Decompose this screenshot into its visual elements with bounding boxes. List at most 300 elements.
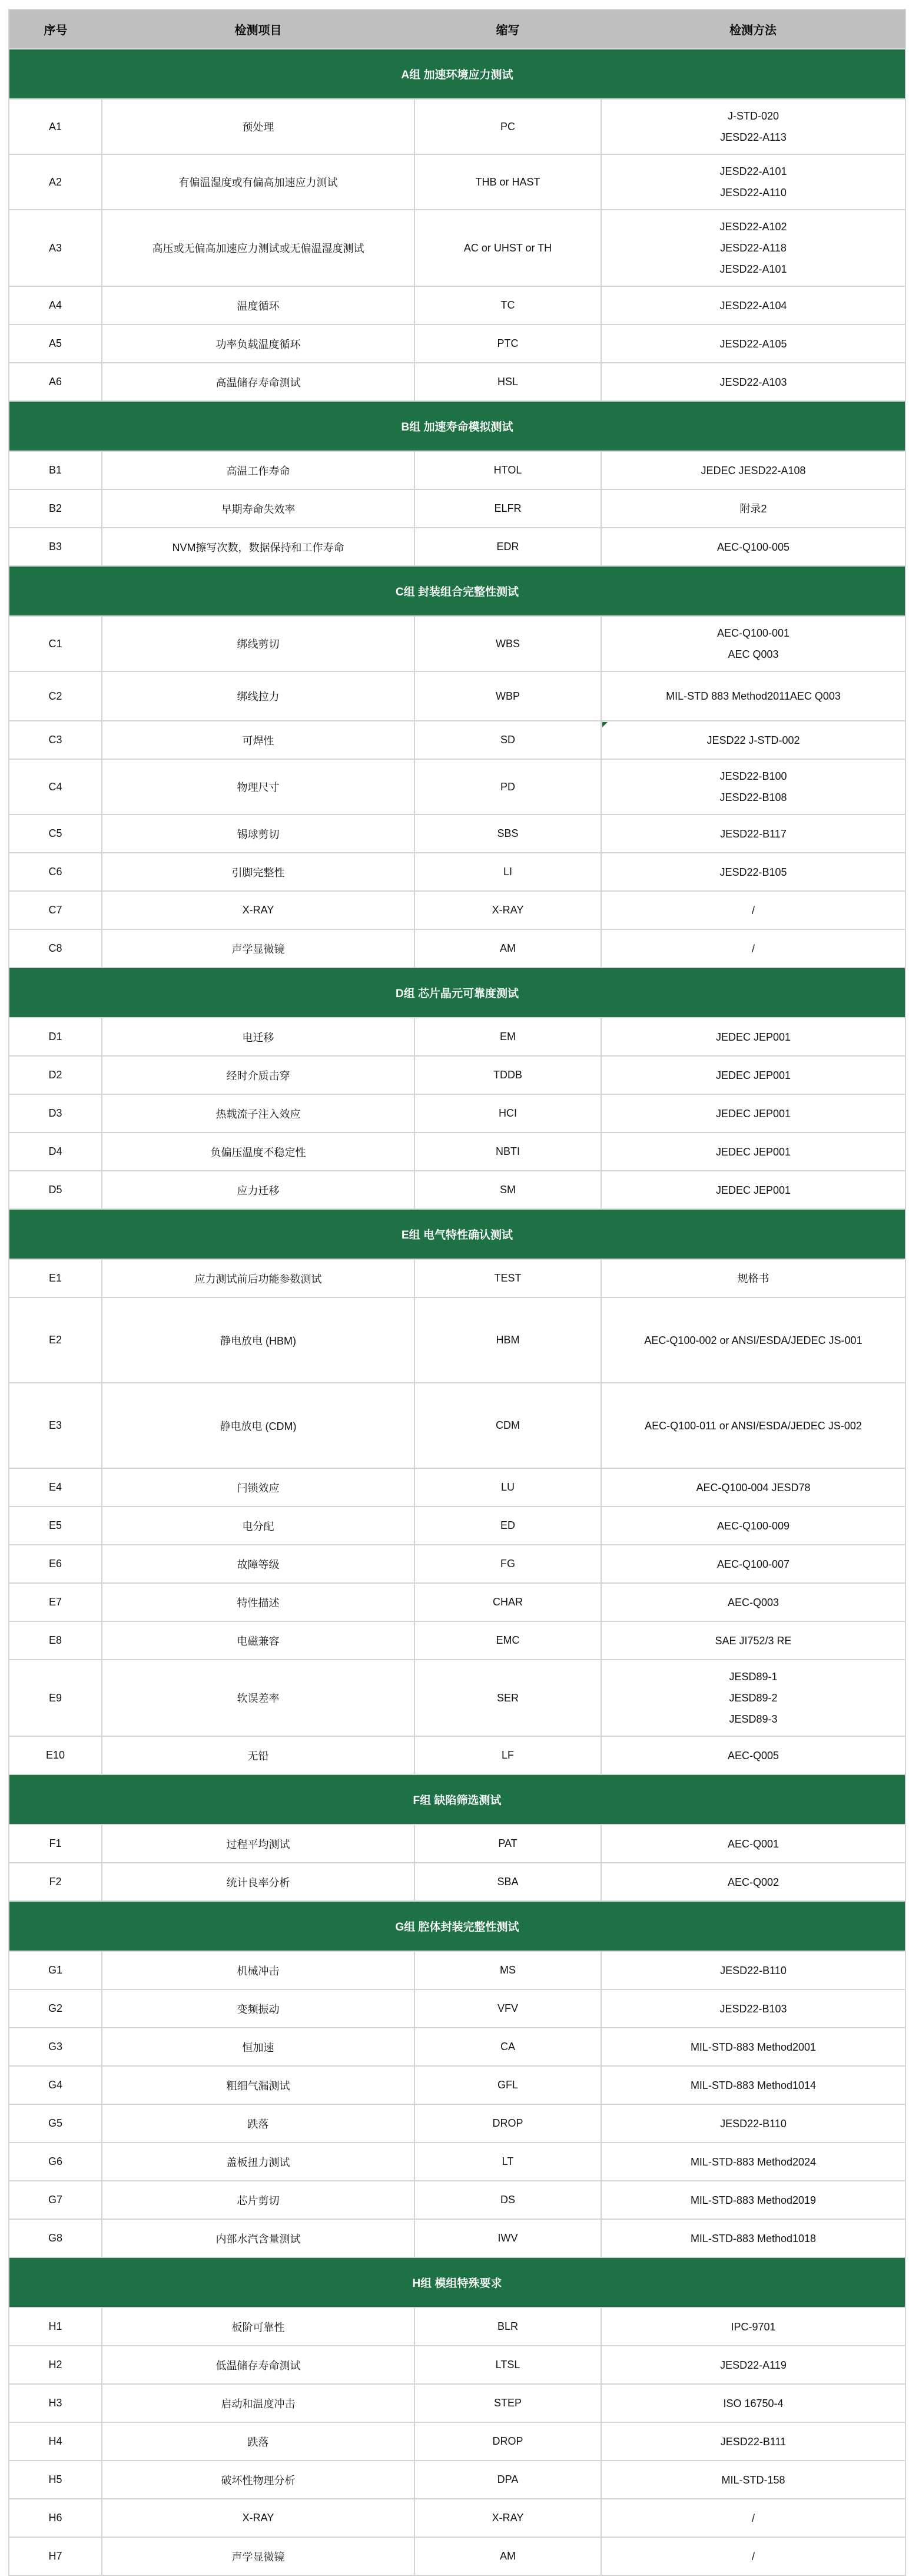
method-line: AEC-Q100-005	[716, 541, 790, 553]
cell-abbr: HTOL	[414, 451, 601, 489]
cell-serial: G4	[9, 2066, 102, 2104]
cell-abbr: AM	[414, 2537, 601, 2575]
cell-item: 经时介质击穿	[102, 1056, 414, 1094]
cell-abbr: CHAR	[414, 1583, 601, 1621]
method-line: JEDEC JEP001	[715, 1184, 791, 1196]
cell-serial: A3	[9, 210, 102, 286]
cell-serial: C3	[9, 721, 102, 759]
cell-abbr: PTC	[414, 325, 601, 363]
method-line: JESD22-A101	[719, 165, 787, 177]
method-line: AEC-Q100-007	[716, 1558, 790, 1570]
cell-serial: A4	[9, 286, 102, 325]
cell-serial: H7	[9, 2537, 102, 2575]
method-line: JESD22-B108	[719, 792, 787, 803]
table-row	[9, 1297, 905, 1383]
method-line: MIL-STD-883 Method2001	[690, 2041, 817, 2053]
cell-serial: E10	[9, 1736, 102, 1774]
cell-method	[601, 489, 905, 528]
cell-abbr: HBM	[414, 1297, 601, 1383]
cell-abbr: CDM	[414, 1383, 601, 1468]
cell-serial: G6	[9, 2143, 102, 2181]
table-row	[9, 451, 905, 489]
group-title: D组 芯片晶元可靠度测试	[9, 968, 905, 1018]
cell-method	[601, 1383, 905, 1468]
cell-method	[601, 1825, 905, 1863]
cell-method	[601, 1056, 905, 1094]
cell-abbr: X-RAY	[414, 891, 601, 929]
cell-abbr: GFL	[414, 2066, 601, 2104]
cell-item: 负偏压温度不稳定性	[102, 1133, 414, 1171]
cell-abbr: PD	[414, 759, 601, 814]
table-row	[9, 2104, 905, 2143]
group-title: G组 腔体封装完整性测试	[9, 1901, 905, 1951]
table-row	[9, 489, 905, 528]
method-line: /	[751, 2512, 755, 2524]
table-row	[9, 2499, 905, 2537]
cell-item: 物理尺寸	[102, 759, 414, 814]
cell-abbr: BLR	[414, 2307, 601, 2346]
cell-item: 内部水汽含量测试	[102, 2219, 414, 2257]
cell-serial: H5	[9, 2461, 102, 2499]
cell-serial: G7	[9, 2181, 102, 2219]
method-line: AEC-Q100-009	[716, 1519, 790, 1532]
cell-serial: C6	[9, 853, 102, 891]
table-row	[9, 286, 905, 325]
cell-abbr: PC	[414, 99, 601, 154]
group-header-row	[9, 2257, 905, 2307]
method-line: JESD22-A103	[719, 376, 787, 388]
cell-abbr: LT	[414, 2143, 601, 2181]
cell-abbr: VFV	[414, 1989, 601, 2028]
cell-method	[601, 1660, 905, 1736]
cell-method	[601, 2422, 905, 2461]
cell-abbr: SBS	[414, 814, 601, 853]
cell-item: 电磁兼容	[102, 1621, 414, 1660]
method-line: AEC-Q002	[727, 1876, 779, 1888]
cell-item: 破坏性物理分析	[102, 2461, 414, 2499]
cell-item: 声学显微镜	[102, 929, 414, 968]
cell-method	[601, 1583, 905, 1621]
cell-item: 低温储存寿命测试	[102, 2346, 414, 2384]
cell-serial: F2	[9, 1863, 102, 1901]
method-line: JESD22-B103	[719, 2002, 787, 2015]
cell-method	[601, 286, 905, 325]
table-row	[9, 929, 905, 968]
method-line: J-STD-020	[727, 110, 779, 122]
table-header-row	[9, 9, 905, 49]
table-row	[9, 1660, 905, 1736]
cell-item: 功率负载温度循环	[102, 325, 414, 363]
table-row	[9, 154, 905, 210]
cell-method	[601, 853, 905, 891]
cell-item: X-RAY	[102, 2499, 414, 2537]
method-line: JESD22 J-STD-002	[706, 734, 800, 746]
method-line: JESD22-B110	[720, 2117, 787, 2130]
cell-method	[601, 1468, 905, 1506]
cell-serial: E4	[9, 1468, 102, 1506]
table-row	[9, 891, 905, 929]
cell-abbr: ED	[414, 1506, 601, 1545]
cell-serial: D4	[9, 1133, 102, 1171]
cell-serial: A6	[9, 363, 102, 401]
cell-abbr: LF	[414, 1736, 601, 1774]
method-line: JESD22-A105	[719, 337, 787, 350]
method-line: JESD89-1	[729, 1671, 778, 1683]
cell-method	[601, 1297, 905, 1383]
cell-serial: C4	[9, 759, 102, 814]
method-line: 附录2	[739, 502, 767, 515]
cell-abbr: WBS	[414, 616, 601, 671]
cell-method	[601, 1863, 905, 1901]
cell-serial: D1	[9, 1018, 102, 1056]
cell-method	[601, 1545, 905, 1583]
method-line: IPC-9701	[731, 2320, 776, 2333]
method-line: JESD22-B110	[720, 1964, 787, 1976]
cell-serial: G1	[9, 1951, 102, 1989]
test-methods-table	[8, 9, 906, 2576]
cell-method	[601, 1018, 905, 1056]
cell-item: 跌落	[102, 2104, 414, 2143]
table-row	[9, 1133, 905, 1171]
table-row	[9, 721, 905, 759]
cell-method	[601, 2307, 905, 2346]
method-line: 规格书	[737, 1272, 769, 1284]
method-line: AEC-Q100-011 or ANSI/ESDA/JEDEC JS-002	[645, 1419, 862, 1432]
cell-method	[601, 325, 905, 363]
cell-item: 跌落	[102, 2422, 414, 2461]
cell-method	[601, 814, 905, 853]
method-line: JESD22-B117	[720, 827, 787, 840]
cell-serial: A5	[9, 325, 102, 363]
cell-abbr: THB or HAST	[414, 154, 601, 210]
cell-item: 可焊性	[102, 721, 414, 759]
cell-item: 早期寿命失效率	[102, 489, 414, 528]
table-row	[9, 1094, 905, 1133]
method-line: JEDEC JEP001	[715, 1107, 791, 1120]
method-line: JESD22-B100	[719, 770, 787, 782]
method-line: ISO 16750-4	[723, 2397, 784, 2409]
method-line: JESD22-A113	[720, 131, 787, 143]
cell-abbr: EDR	[414, 528, 601, 566]
cell-method	[601, 1951, 905, 1989]
cell-abbr: ELFR	[414, 489, 601, 528]
cell-serial: H6	[9, 2499, 102, 2537]
cell-abbr: DS	[414, 2181, 601, 2219]
group-title: C组 封装组合完整性测试	[9, 566, 905, 616]
method-line: JEDEC JEP001	[715, 1031, 791, 1043]
cell-serial: E5	[9, 1506, 102, 1545]
column-header-serial: 序号	[9, 9, 102, 49]
method-line: JESD22-A104	[719, 299, 787, 312]
cell-item: 变频振动	[102, 1989, 414, 2028]
table-row	[9, 1989, 905, 2028]
cell-item: NVM擦写次数，数据保持和工作寿命	[102, 528, 414, 566]
method-line: SAE JI752/3 RE	[715, 1634, 792, 1647]
group-header-row	[9, 401, 905, 451]
cell-method	[601, 759, 905, 814]
cell-item: 有偏温湿度或有偏高加速应力测试	[102, 154, 414, 210]
method-line: AEC Q003	[728, 648, 779, 660]
cell-item: 盖板扭力测试	[102, 2143, 414, 2181]
cell-method	[601, 2219, 905, 2257]
group-title: F组 缺陷筛选测试	[9, 1774, 905, 1825]
cell-method	[601, 721, 905, 759]
group-title: A组 加速环境应力测试	[9, 49, 905, 99]
cell-abbr: WBP	[414, 671, 601, 721]
cell-item: 应力迁移	[102, 1171, 414, 1209]
cell-item: 恒加速	[102, 2028, 414, 2066]
method-line: /	[751, 2550, 755, 2562]
table-row	[9, 814, 905, 853]
cell-item: 软误差率	[102, 1660, 414, 1736]
cell-abbr: X-RAY	[414, 2499, 601, 2537]
cell-item: 绑线拉力	[102, 671, 414, 721]
method-line: JESD89-2	[729, 1692, 778, 1704]
cell-abbr: EMC	[414, 1621, 601, 1660]
method-line: MIL-STD-883 Method1014	[690, 2079, 817, 2091]
method-line: JESD22-A118	[720, 242, 787, 254]
method-line: MIL-STD-883 Method1018	[690, 2232, 817, 2244]
group-title: H组 模组特殊要求	[9, 2257, 905, 2307]
cell-serial: E3	[9, 1383, 102, 1468]
table-row	[9, 2066, 905, 2104]
cell-abbr: SD	[414, 721, 601, 759]
table-row	[9, 2307, 905, 2346]
cell-serial: E2	[9, 1297, 102, 1383]
group-header-row	[9, 49, 905, 99]
cell-method	[601, 363, 905, 401]
cell-method	[601, 2028, 905, 2066]
group-header-row	[9, 1774, 905, 1825]
table-row	[9, 1545, 905, 1583]
method-line: MIL-STD-883 Method2024	[690, 2156, 817, 2168]
method-line: JESD22-A110	[720, 187, 787, 198]
cell-item: 静电放电 (CDM)	[102, 1383, 414, 1468]
cell-abbr: AC or UHST or TH	[414, 210, 601, 286]
cell-serial: C2	[9, 671, 102, 721]
cell-abbr: CA	[414, 2028, 601, 2066]
method-line: JESD22-B111	[720, 2435, 787, 2448]
method-line: AEC-Q001	[727, 1837, 779, 1850]
cell-method	[601, 1621, 905, 1660]
cell-item: 声学显微镜	[102, 2537, 414, 2575]
table-row	[9, 1259, 905, 1297]
cell-item: 板阶可靠性	[102, 2307, 414, 2346]
table-row	[9, 2181, 905, 2219]
table-row	[9, 1825, 905, 1863]
cell-serial: B2	[9, 489, 102, 528]
cell-item: 锡球剪切	[102, 814, 414, 853]
cell-item: 预处理	[102, 99, 414, 154]
cell-serial: E1	[9, 1259, 102, 1297]
cell-serial: G2	[9, 1989, 102, 2028]
cell-item: 电分配	[102, 1506, 414, 1545]
cell-method	[601, 451, 905, 489]
table-row	[9, 99, 905, 154]
cell-item: 应力测试前后功能参数测试	[102, 1259, 414, 1297]
cell-serial: C8	[9, 929, 102, 968]
cell-method	[601, 1736, 905, 1774]
cell-serial: B3	[9, 528, 102, 566]
table-row	[9, 2028, 905, 2066]
cell-serial: A1	[9, 99, 102, 154]
method-line: AEC-Q005	[727, 1749, 779, 1762]
cell-item: 芯片剪切	[102, 2181, 414, 2219]
cell-method	[601, 528, 905, 566]
column-header-item: 检测项目	[102, 9, 414, 49]
group-title: E组 电气特性确认测试	[9, 1209, 905, 1259]
cell-method	[601, 2384, 905, 2422]
method-line: JEDEC JEP001	[715, 1145, 791, 1158]
column-header-method: 检测方法	[601, 9, 905, 49]
cell-abbr: SER	[414, 1660, 601, 1736]
method-line: JESD22-A102	[719, 221, 787, 233]
cell-serial: E8	[9, 1621, 102, 1660]
group-header-row	[9, 968, 905, 1018]
cell-method	[601, 1506, 905, 1545]
table-row	[9, 210, 905, 286]
cell-item: 闩锁效应	[102, 1468, 414, 1506]
cell-method	[601, 1989, 905, 2028]
cell-abbr: MS	[414, 1951, 601, 1989]
cell-method	[601, 2181, 905, 2219]
method-line: JESD22-B105	[719, 866, 787, 878]
cell-serial: D5	[9, 1171, 102, 1209]
cell-abbr: DROP	[414, 2422, 601, 2461]
table-row	[9, 853, 905, 891]
cell-abbr: AM	[414, 929, 601, 968]
table-row	[9, 1056, 905, 1094]
cell-serial: G8	[9, 2219, 102, 2257]
table-row	[9, 616, 905, 671]
table-row	[9, 325, 905, 363]
cell-abbr: IWV	[414, 2219, 601, 2257]
method-line: JESD22-A119	[720, 2359, 787, 2371]
cell-item: 引脚完整性	[102, 853, 414, 891]
cell-abbr: DPA	[414, 2461, 601, 2499]
cell-serial: H2	[9, 2346, 102, 2384]
group-header-row	[9, 1209, 905, 1259]
table-row	[9, 2219, 905, 2257]
group-title: B组 加速寿命模拟测试	[9, 401, 905, 451]
cell-abbr: DROP	[414, 2104, 601, 2143]
cell-serial: G3	[9, 2028, 102, 2066]
table-row	[9, 2143, 905, 2181]
table-row	[9, 1506, 905, 1545]
cell-method	[601, 2537, 905, 2575]
cell-item: 机械冲击	[102, 1951, 414, 1989]
cell-abbr: TEST	[414, 1259, 601, 1297]
cell-serial: G5	[9, 2104, 102, 2143]
cell-item: 特性描述	[102, 1583, 414, 1621]
method-line: JESD22-A101	[719, 263, 787, 275]
method-line: /	[751, 942, 755, 955]
cell-item: X-RAY	[102, 891, 414, 929]
cell-item: 温度循环	[102, 286, 414, 325]
cell-corner-marker-icon	[602, 722, 608, 727]
cell-method	[601, 891, 905, 929]
cell-item: 统计良率分析	[102, 1863, 414, 1901]
cell-abbr: LI	[414, 853, 601, 891]
cell-abbr: TDDB	[414, 1056, 601, 1094]
cell-serial: H3	[9, 2384, 102, 2422]
cell-abbr: NBTI	[414, 1133, 601, 1171]
cell-abbr: HCI	[414, 1094, 601, 1133]
column-header-abbr: 缩写	[414, 9, 601, 49]
cell-serial: H4	[9, 2422, 102, 2461]
cell-method	[601, 2066, 905, 2104]
table-row	[9, 1383, 905, 1468]
table-row	[9, 1583, 905, 1621]
cell-method	[601, 1171, 905, 1209]
cell-method	[601, 99, 905, 154]
cell-serial: C5	[9, 814, 102, 853]
cell-abbr: SBA	[414, 1863, 601, 1901]
cell-item: 过程平均测试	[102, 1825, 414, 1863]
table-row	[9, 1621, 905, 1660]
method-line: AEC-Q100-001	[716, 627, 790, 639]
cell-serial: C1	[9, 616, 102, 671]
cell-abbr: PAT	[414, 1825, 601, 1863]
method-line: MIL-STD-883 Method2019	[690, 2194, 817, 2206]
cell-abbr: FG	[414, 1545, 601, 1583]
cell-serial: D3	[9, 1094, 102, 1133]
cell-method	[601, 2461, 905, 2499]
table-row	[9, 1951, 905, 1989]
cell-method	[601, 616, 905, 671]
cell-item: 粗细气漏测试	[102, 2066, 414, 2104]
cell-serial: F1	[9, 1825, 102, 1863]
cell-serial: H1	[9, 2307, 102, 2346]
table-row	[9, 2461, 905, 2499]
cell-item: 高温工作寿命	[102, 451, 414, 489]
table-row	[9, 2346, 905, 2384]
cell-item: 故障等级	[102, 1545, 414, 1583]
table-row	[9, 1171, 905, 1209]
cell-item: 高温储存寿命测试	[102, 363, 414, 401]
table-row	[9, 1468, 905, 1506]
cell-serial: C7	[9, 891, 102, 929]
cell-method	[601, 2346, 905, 2384]
cell-abbr: HSL	[414, 363, 601, 401]
cell-method	[601, 1259, 905, 1297]
cell-method	[601, 1133, 905, 1171]
cell-item: 无铅	[102, 1736, 414, 1774]
method-line: MIL-STD-158	[721, 2474, 785, 2486]
cell-item: 静电放电 (HBM)	[102, 1297, 414, 1383]
table-row	[9, 1863, 905, 1901]
cell-item: 高压或无偏高加速应力测试或无偏温湿度测试	[102, 210, 414, 286]
table-row	[9, 2384, 905, 2422]
cell-method	[601, 671, 905, 721]
cell-item: 热载流子注入效应	[102, 1094, 414, 1133]
cell-abbr: STEP	[414, 2384, 601, 2422]
cell-abbr: TC	[414, 286, 601, 325]
table-row	[9, 1018, 905, 1056]
cell-serial: E7	[9, 1583, 102, 1621]
cell-method	[601, 1094, 905, 1133]
table-row	[9, 1736, 905, 1774]
cell-serial: B1	[9, 451, 102, 489]
cell-abbr: LU	[414, 1468, 601, 1506]
cell-method	[601, 2143, 905, 2181]
cell-item: 电迁移	[102, 1018, 414, 1056]
cell-method	[601, 2499, 905, 2537]
cell-abbr: LTSL	[414, 2346, 601, 2384]
cell-serial: E6	[9, 1545, 102, 1583]
group-header-row	[9, 1901, 905, 1951]
method-line: JEDEC JESD22-A108	[701, 464, 806, 476]
